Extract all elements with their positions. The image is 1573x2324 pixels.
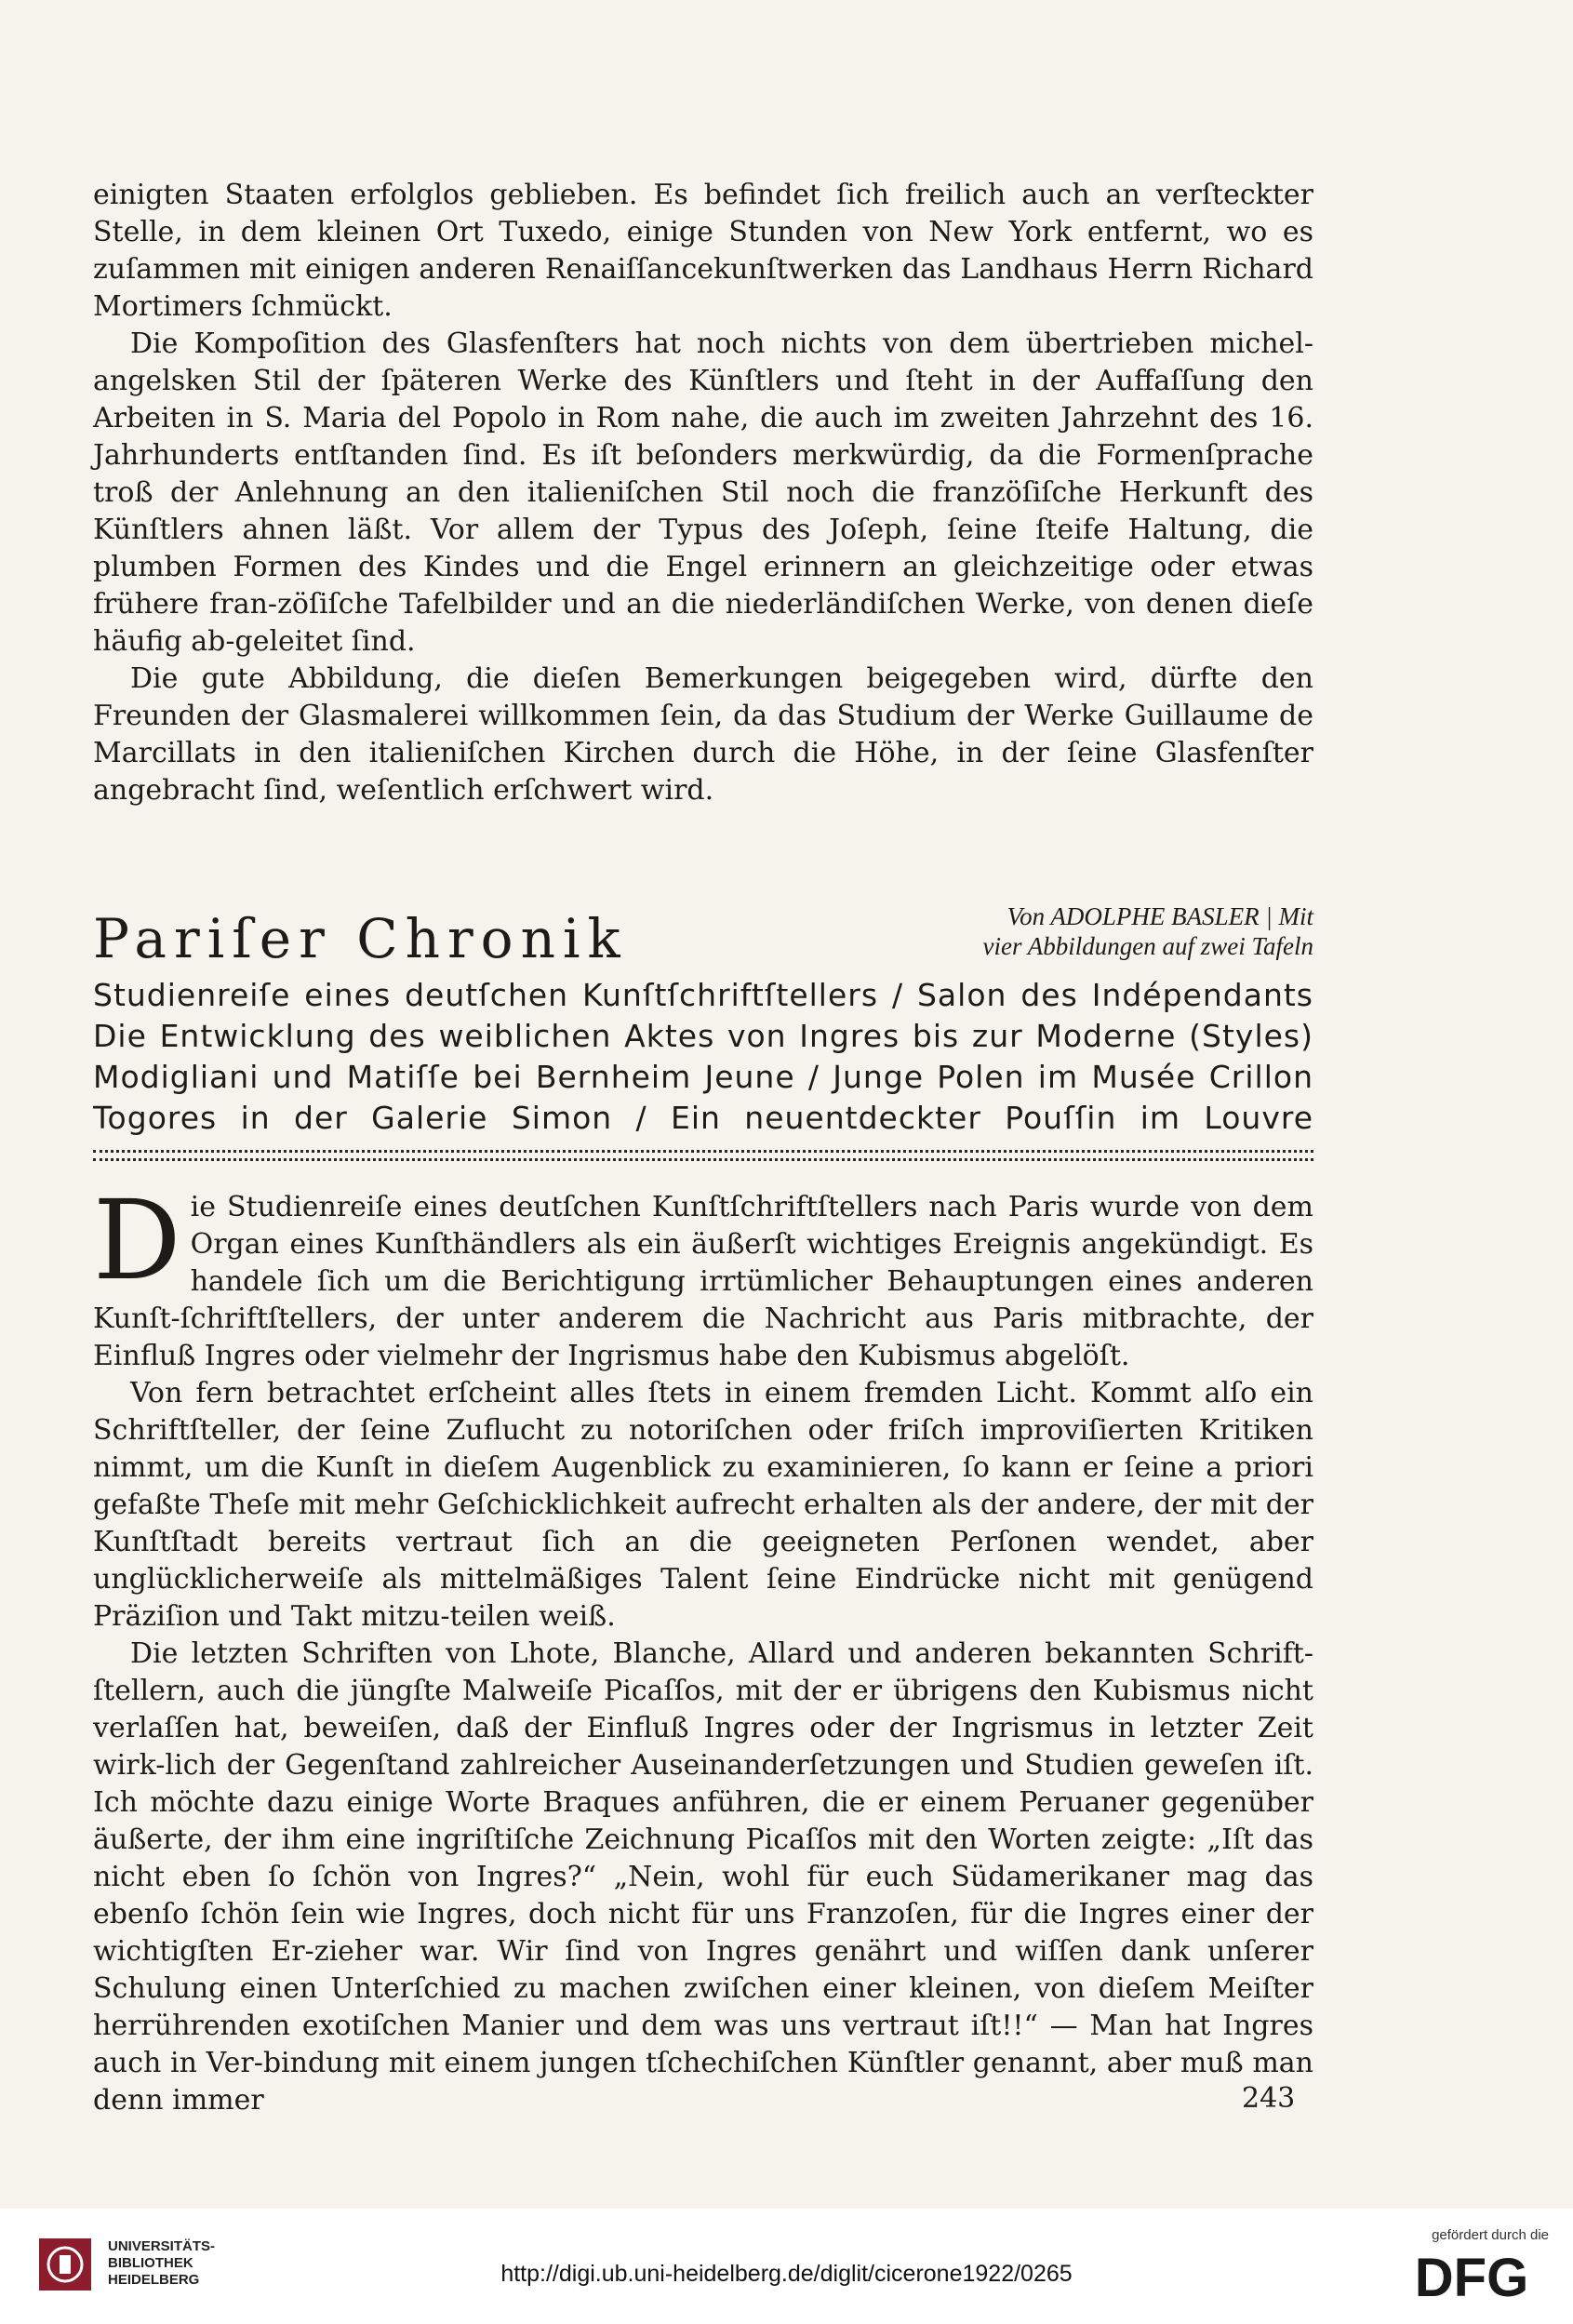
paragraph: Die Kompoſition des Glasfenſters hat noch nichts von dem übertrieben michel-angelsken Stil der ſpäteren Werke des Künſtlers und ſteht in der Auffaſſung den Arbeiten in S. Maria del Popolo in Rom nahe, die auch im zweiten Jahrzehnt des 16. Jahrhunderts entſtanden ſind. Es iſt beſonders merkwürdig, da die Formenſprache troß der Anlehnung an den italieniſchen Stil noch die franzöſiſche Herkunft des Künſtlers ahnen läßt. Vor allem der Typus des Joſeph, ſeine ſteife Haltung, die plumben Formen des Kindes und die Engel erinnern an gleichzeitige oder etwas frühere fran-zöſiſche Tafelbilder und an die niederländiſchen Werke, von denen dieſe häufig ab-geleitet ſind. <box>93 327 1313 658</box>
subtitle-line: Die Entwicklung des weiblichen Aktes von Ingres bis zur Moderne (Styles) <box>93 1018 1313 1054</box>
article-heading <box>93 898 1313 972</box>
paragraph-text: ie Studienreiſe eines deutſchen Kunſtſchriftſtellers nach Paris wurde von dem Organ eines Kunſthändlers als ein äußerſt wichtiges Ereignis angekündigt. Es handele ſich um die Berichtigung irrtümlicher Behauptungen eines anderen Kunſt-ſchriftſtellers, der unter anderem die Nachricht aus Paris mitbrachte, der Einfluß Ingres oder vielmehr der Ingrismus habe den Kubismus abgelöſt. <box>93 1191 1313 1372</box>
subtitle-line: Togores in der Galerie Simon / Ein neuentdeckter Pouſſin im Louvre <box>93 1100 1313 1136</box>
subtitle-line: Studienreiſe eines deutſchen Kunſtſchriftſtellers / Salon des Indépendants <box>93 977 1313 1013</box>
article-subtitles <box>93 975 1313 1139</box>
institution-line: UNIVERSITÄTS- <box>108 2238 216 2254</box>
article-byline <box>983 902 1314 961</box>
paragraph: Die letzten Schriften von Lhote, Blanche, Allard und anderen bekannten Schrift-ſtellern, auch die jüngſte Malweiſe Picaſſos, mit der er übrigens den Kubismus nicht verlaſſen hat, beweiſen, daß der Einfluß Ingres oder der Ingrismus in letzter Zeit wirk-lich der Gegenſtand zahlreicher Auseinanderſetzungen und Studien geweſen iſt. Ich möchte dazu einige Worte Braques anführen, die er einem Peruaner gegenüber äußerte, der ihm eine ingriſtiſche Zeichnung Picaſſos mit den Worten zeigte: „Iſt das nicht eben ſo ſchön von Ingres?“ „Nein, wohl für euch Südamerikaner mag das ebenſo ſchön ſein wie Ingres, doch nicht für uns Franzoſen, für die Ingres einer der wichtigſten Er-zieher war. Wir ſind von Ingres genährt und wiſſen dank unſerer Schulung einen Unterſchied zu machen zwiſchen einer kleinen, von dieſem Meiſter herrührenden exotiſchen Manier und dem was uns vertraut iſt!!“ — Man hat Ingres auch in Ver-bindung mit einem jungen tſchechiſchen Künſtler genannt, aber muß man denn immer <box>93 1637 1313 2117</box>
drop-cap: D <box>93 1176 181 1304</box>
article-title: Pariſer Chronik <box>93 907 628 970</box>
article-body <box>93 1176 1313 2119</box>
dfg-logo <box>1394 2250 1549 2304</box>
byline-illustrations: vier Abbildungen auf zwei Tafeln <box>982 932 1313 960</box>
intro-text-block <box>93 177 1313 809</box>
funding-note: gefördert durch die <box>1432 2227 1549 2243</box>
byline-author: Von ADOLPHE BASLER | Mit <box>1006 902 1313 930</box>
source-url-link[interactable]: http://digi.ub.uni-heidelberg.de/diglit/cicerone1922/0265 <box>500 2261 1073 2287</box>
digitization-footer <box>0 2209 1573 2324</box>
subtitle-line: Modigliani und Matiſſe bei Bernheim Jeune / Junge Polen im Musée Crillon <box>93 1059 1313 1095</box>
dotted-divider <box>93 1150 1313 1161</box>
paragraph <box>93 1176 1313 1375</box>
institution-line: BIBLIOTHEK <box>108 2255 193 2271</box>
institution-line: HEIDELBERG <box>108 2272 200 2288</box>
paragraph: Von fern betrachtet erſcheint alles ſtets in einem fremden Licht. Kommt alſo ein Schriftſteller, der ſeine Zuflucht zu notoriſchen oder friſch improviſierten Kritiken nimmt, um die Kunſt in dieſem Augenblick zu examinieren, ſo kann er ſeine a priori gefaßte Theſe mit mehr Geſchicklichkeit aufrecht erhalten als der andere, der mit der Kunſtſtadt bereits vertraut ſich an die geeigneten Perſonen wendet, aber unglücklicherweiſe als mittelmäßiges Talent ſeine Eindrücke nicht mit genügend Präziſion und Takt mitzu-teilen weiß. <box>93 1377 1313 1633</box>
dfg-logo-text: DFG <box>1414 2250 1529 2304</box>
page-number: 243 <box>1242 2082 1296 2115</box>
paragraph: einigten Staaten erfolglos geblieben. Es befindet ſich freilich auch an verſteckter Stelle, in dem kleinen Ort Tuxedo, einige Stunden von New York entfernt, wo es zuſammen mit einigen anderen Renaiſſancekunſtwerken das Landhaus Herrn Richard Mortimers ſchmückt. <box>93 179 1313 323</box>
paragraph: Die gute Abbildung, die dieſen Bemerkungen beigegeben wird, dürfte den Freunden der Glasmalerei willkommen ſein, da das Studium der Werke Guillaume de Marcillats in den italieniſchen Kirchen durch die Höhe, in der ſeine Glasfenſter angebracht ſind, weſentlich erſchwert wird. <box>93 662 1313 807</box>
